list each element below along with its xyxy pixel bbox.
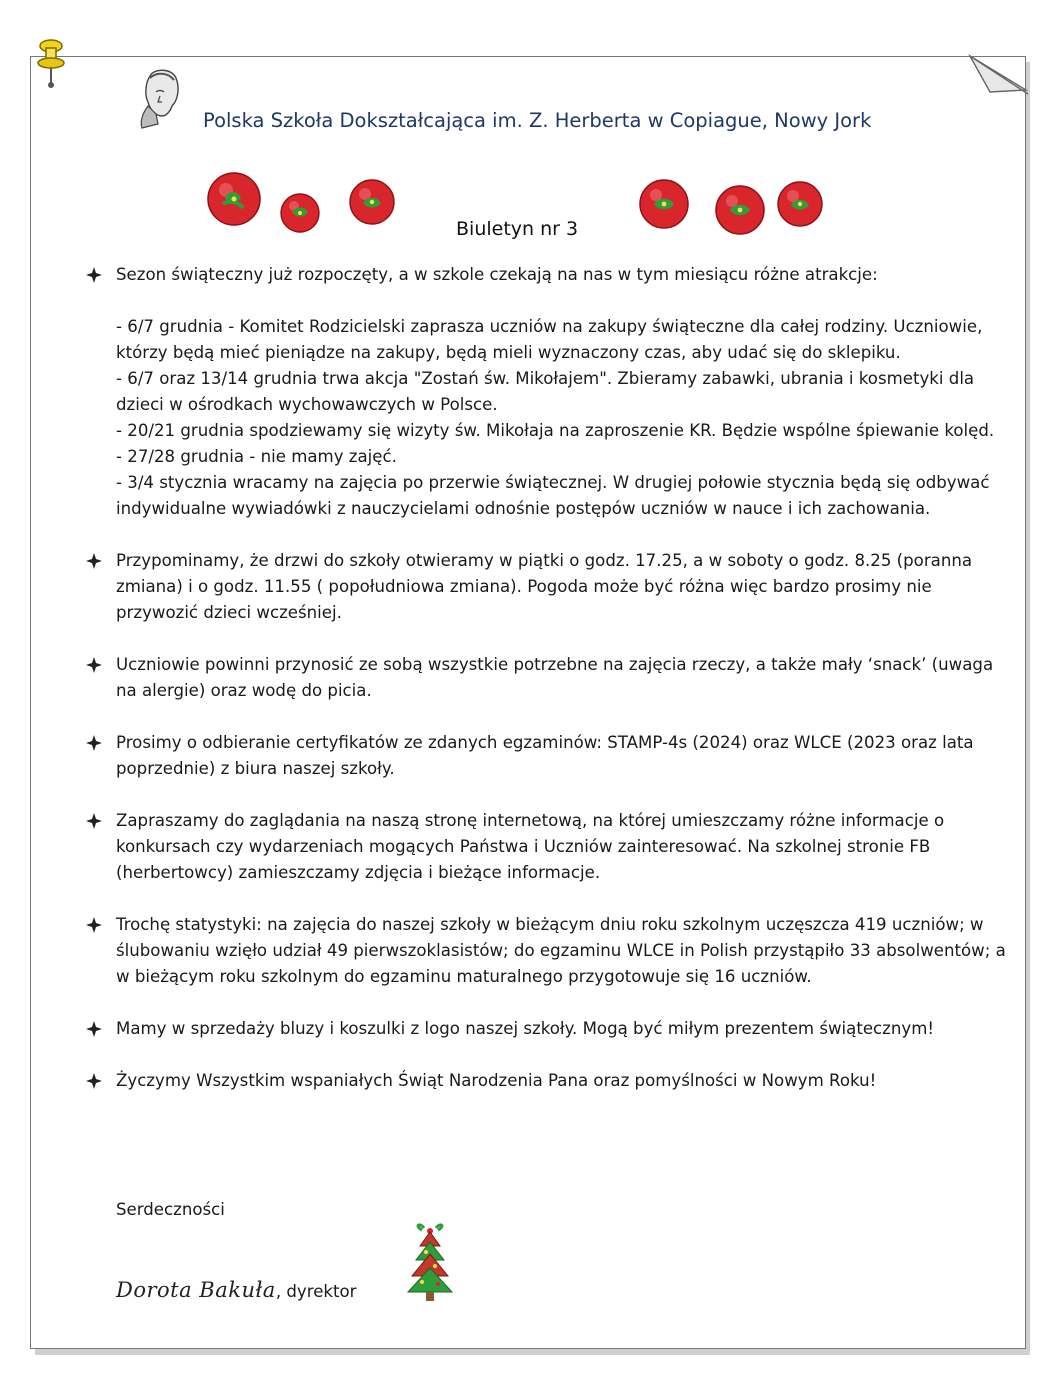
christmas-tree-icon <box>404 1222 456 1302</box>
sub-list <box>116 314 1006 522</box>
page-fold-corner <box>968 54 1030 96</box>
list-item <box>86 1016 1006 1042</box>
list-item-text: Przypominamy, że drzwi do szkoły otwieramy w piątki o godz. 17.25, a w soboty o godz. 8.25 (poranna zmiana) i o godz. 11.55 ( popołudniowa zmiana). Pogoda może być różna więc bardzo prosimy nie przywozić dzieci wcześniej. <box>116 551 973 622</box>
sub-item: - 6/7 grudnia - Komitet Rodzicielski zaprasza uczniów na zakupy świąteczne dla całej rodziny. Uczniowie, którzy będą mieć pieniądze na zakupy, będą mieli wyznaczony czas, aby udać się do sklepiku. <box>116 317 983 362</box>
christmas-ornament-icon <box>774 178 826 230</box>
signature-name: Dorota Bakuła <box>116 1278 276 1302</box>
diamond-bullet-icon <box>86 267 102 283</box>
list-item-text: Mamy w sprzedaży bluzy i koszulki z logo naszej szkoły. Mogą być miłym prezentem świątecznym! <box>116 1019 935 1038</box>
list-item-text: Trochę statystyki: na zajęcia do naszej szkoły w bieżącym dniu roku szkolnym uczęszcza 419 uczniów; w ślubowaniu wzięło udział 49 pierwszoklasistów; do egzaminu WLCE in Polish przystąpiło 33 absolwentów; a w bieżącym roku szkolnym do egzaminu maturalnego przygotowuje się 16 uczniów. <box>116 915 1006 986</box>
list-item-text: Uczniowie powinni przynosić ze sobą wszystkie potrzebne na zajęcia rzeczy, a także mały ‘snack’ (uwaga na alergie) oraz wodę do picia. <box>116 655 994 700</box>
pushpin-icon <box>36 38 66 90</box>
signature-role: , dyrektor <box>275 1282 357 1301</box>
school-name: Polska Szkoła Dokształcająca im. Z. Herberta w Copiague, Nowy Jork <box>203 109 872 132</box>
diamond-bullet-icon <box>86 1021 102 1037</box>
list-item <box>86 912 1006 990</box>
diamond-bullet-icon <box>86 1073 102 1089</box>
portrait-icon <box>136 66 186 130</box>
sub-item: - 6/7 oraz 13/14 grudnia trwa akcja "Zostań św. Mikołajem". Zbieramy zabawki, ubrania i kosmetyki dla dzieci w ośrodkach wychowawczych w Polsce. <box>116 369 975 414</box>
diamond-bullet-icon <box>86 735 102 751</box>
bulletin-title: Biuletyn nr 3 <box>456 218 579 240</box>
bulletin-content <box>86 262 1006 1120</box>
list-item-text: Życzymy Wszystkim wspaniałych Świąt Narodzenia Pana oraz pomyślności w Nowym Roku! <box>116 1071 877 1090</box>
diamond-bullet-icon <box>86 553 102 569</box>
christmas-ornament-icon <box>277 190 323 236</box>
christmas-ornament-icon <box>346 176 398 228</box>
signature <box>116 1278 357 1302</box>
list-item <box>86 730 1006 782</box>
diamond-bullet-icon <box>86 657 102 673</box>
sub-item: - 27/28 grudnia - nie mamy zajęć. <box>116 447 397 466</box>
christmas-ornament-icon <box>636 176 692 232</box>
list-item-text: Sezon świąteczny już rozpoczęty, a w szkole czekają na nas w tym miesiącu różne atrakcje: <box>116 265 878 284</box>
list-item <box>86 1068 1006 1094</box>
list-item <box>86 808 1006 886</box>
list-item <box>86 262 1006 522</box>
list-item <box>86 548 1006 626</box>
list-item-text: Zapraszamy do zaglądania na naszą stronę internetową, na której umieszczamy różne informacje o konkursach czy wydarzeniach mogących Państwa i Uczniów zainteresować. Na szkolnej stronie FB (herbertowcy) zamieszczamy zdjęcia i bieżące informacje. <box>116 811 945 882</box>
diamond-bullet-icon <box>86 917 102 933</box>
sub-item: - 20/21 grudnia spodziewamy się wizyty św. Mikołaja na zaproszenie KR. Będzie wspólne śpiewanie kolęd. <box>116 421 995 440</box>
list-item <box>86 652 1006 704</box>
closing-greeting: Serdeczności <box>116 1200 225 1219</box>
christmas-ornament-icon <box>712 182 768 238</box>
list-item-text: Prosimy o odbieranie certyfikatów ze zdanych egzaminów: STAMP-4s (2024) oraz WLCE (2023 oraz lata poprzednie) z biura naszej szkoły. <box>116 733 974 778</box>
christmas-ornament-icon <box>203 168 265 230</box>
sub-item: - 3/4 stycznia wracamy na zajęcia po przerwie świątecznej. W drugiej połowie stycznia będą się odbywać indywidualne wywiadówki z nauczycielami odnośnie postępów uczniów w nauce i ich zachowania. <box>116 473 990 518</box>
diamond-bullet-icon <box>86 813 102 829</box>
